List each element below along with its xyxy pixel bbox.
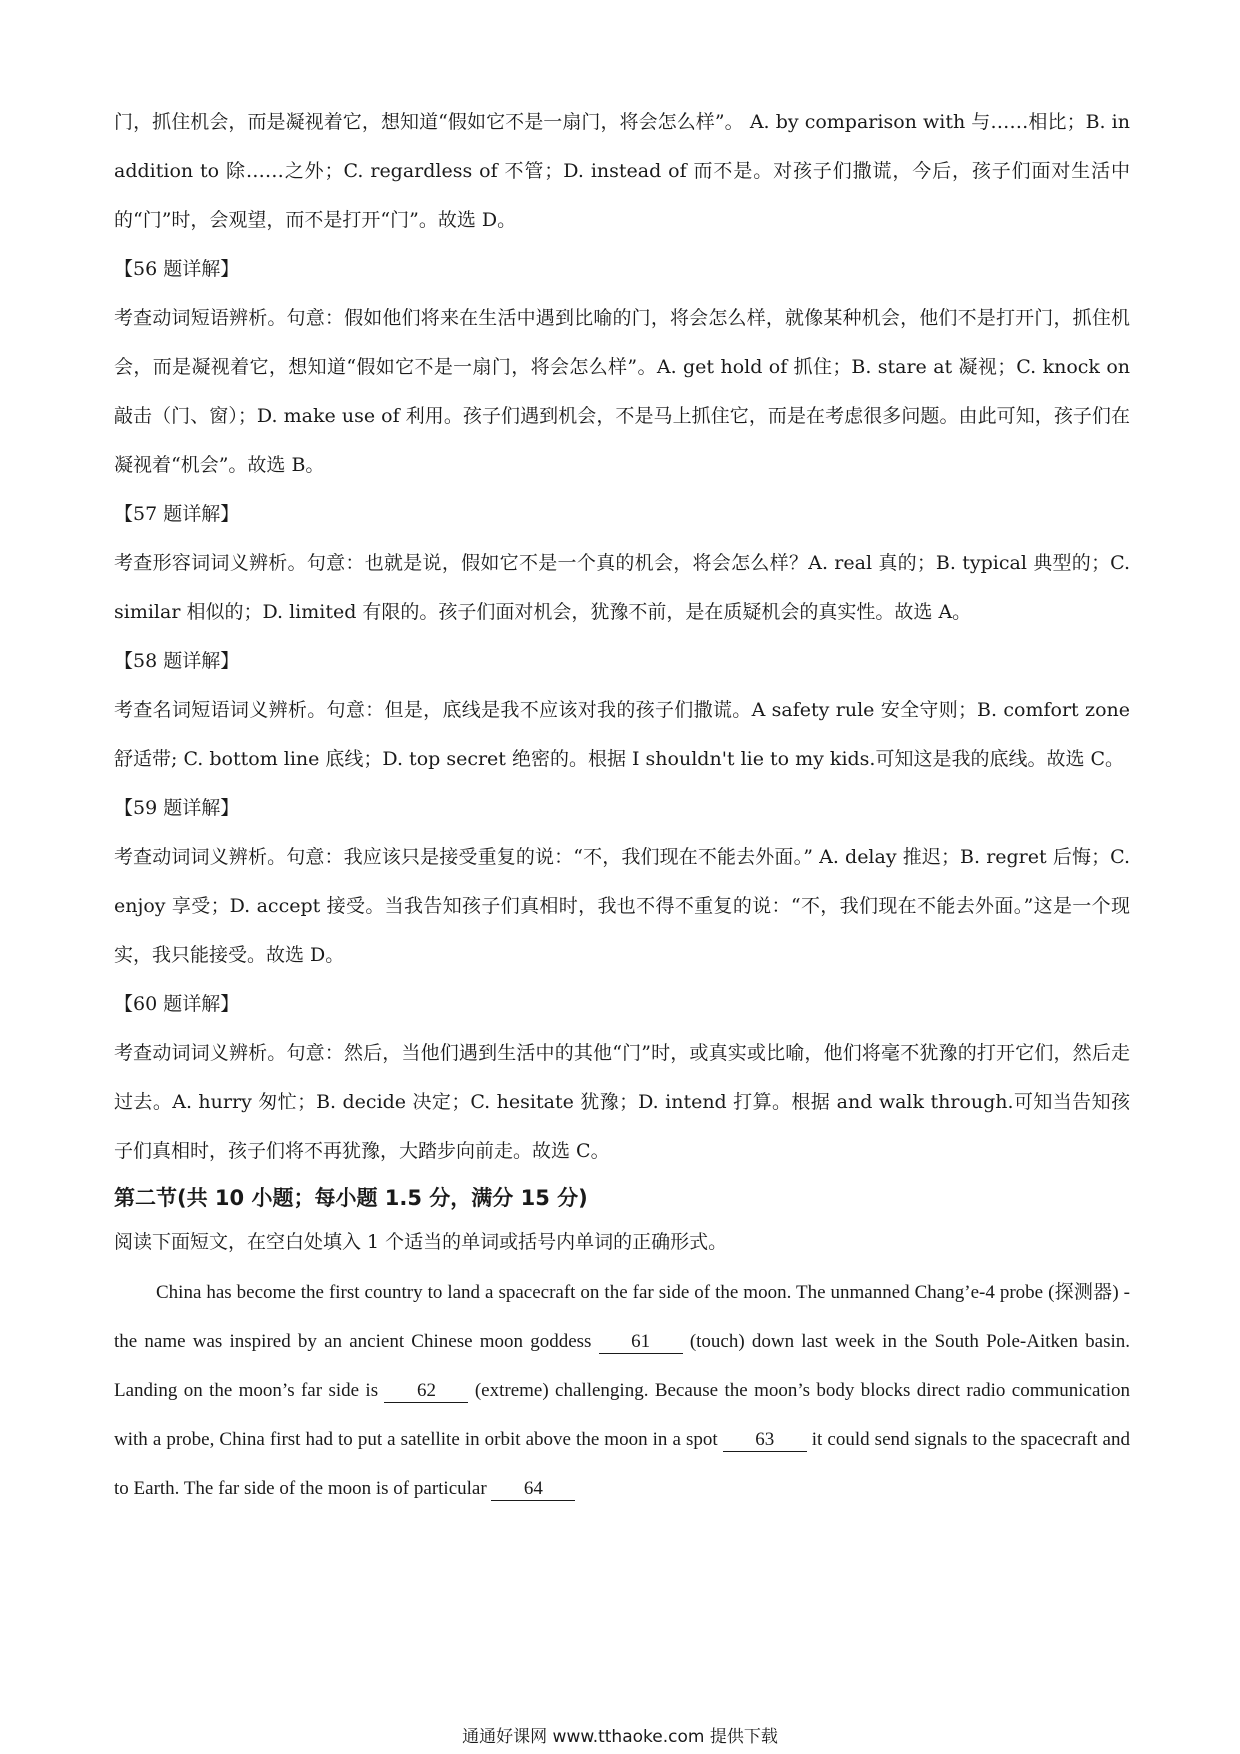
- blank-64: 64: [491, 1478, 575, 1501]
- passage-segment-2: (touch) down last week in the South Pole-Aitken basin. Landing on the moon’s far side is: [114, 1331, 1130, 1401]
- question-57-heading: 【57 题详解】: [114, 503, 240, 525]
- question-56-explanation: 考查动词短语辨析。句意：假如他们将来在生活中遇到比喻的门，将会怎么样，就像某种机会，他们不是打开门，抓住机会，而是凝视着它，想知道“假如它不是一扇门，将会怎么样”。A. get hold of 抓住；B. stare at 凝视；C. knock on 敲击（门、窗）；D. make use of 利用。孩子们遇到机会，不是马上抓住它，而是在考虑很多问题。由此可知，孩子们在凝视着“机会”。故选 B。: [114, 307, 1130, 476]
- section-title: 第二节(共 10 小题；每小题 1.5 分，满分 15 分): [114, 1186, 588, 1210]
- blank-61: 61: [599, 1331, 683, 1354]
- question-58-heading: 【58 题详解】: [114, 650, 240, 672]
- question-58-explanation: 考查名词短语词义辨析。句意：但是，底线是我不应该对我的孩子们撒谎。A safety rule 安全守则；B. comfort zone 舒适带; C. bottom line 底线；D. top secret 绝密的。根据 I shouldn't lie to my kids.可知这是我的底线。故选 C。: [114, 699, 1130, 770]
- passage-segment-4: it could send signals to the spacecraft and to Earth. The far side of the moon is of particular: [114, 1429, 1130, 1499]
- section-instruction: 阅读下面短文，在空白处填入 1 个适当的单词或括号内单词的正确形式。: [114, 1231, 728, 1253]
- document-page: [114, 98, 1130, 1513]
- question-60-explanation: 考查动词词义辨析。句意：然后，当他们遇到生活中的其他“门”时，或真实或比喻，他们将毫不犹豫的打开它们，然后走过去。A. hurry 匆忙；B. decide 决定；C. hesitate 犹豫；D. intend 打算。根据 and walk through.可知当告知孩子们真相时，孩子们将不再犹豫，大踏步向前走。故选 C。: [114, 1042, 1130, 1162]
- question-59-explanation: 考查动词词义辨析。句意：我应该只是接受重复的说：“不，我们现在不能去外面。” A. delay 推迟；B. regret 后悔；C. enjoy 享受；D. accept 接受。当我告知孩子们真相时，我也不得不重复的说：“不，我们现在不能去外面。”这是一个现实，我只能接受。故选 D。: [114, 846, 1130, 966]
- question-60-heading: 【60 题详解】: [114, 993, 240, 1015]
- question-59-heading: 【59 题详解】: [114, 797, 240, 819]
- blank-63: 63: [723, 1429, 807, 1452]
- cloze-passage: [114, 1268, 1130, 1513]
- blank-62: 62: [384, 1380, 468, 1403]
- answer-55-continuation: 门，抓住机会，而是凝视着它，想知道“假如它不是一扇门，将会怎么样”。 A. by comparison with 与……相比；B. in addition to 除……之外；C. regardless of 不管；D. instead of 而不是。对孩子们撒谎，今后，孩子们面对生活中的“门”时，会观望，而不是打开“门”。故选 D。: [114, 111, 1130, 231]
- passage-segment-3: (extreme) challenging. Because the moon’s body blocks direct radio communication with a probe, China first had to put a satellite in orbit above the moon in a spot: [114, 1380, 1130, 1450]
- page-footer: 通通好课网 www.tthaoke.com 提供下载: [462, 1727, 778, 1747]
- passage-segment-1: China has become the first country to land a spacecraft on the far side of the moon. The unmanned Chang’e-4 probe (探测器) - the name was inspired by an ancient Chinese moon goddess: [114, 1282, 1130, 1352]
- question-56-heading: 【56 题详解】: [114, 258, 240, 280]
- question-57-explanation: 考查形容词词义辨析。句意：也就是说，假如它不是一个真的机会，将会怎么样？A. real 真的；B. typical 典型的；C. similar 相似的；D. limited 有限的。孩子们面对机会，犹豫不前，是在质疑机会的真实性。故选 A。: [114, 552, 1130, 623]
